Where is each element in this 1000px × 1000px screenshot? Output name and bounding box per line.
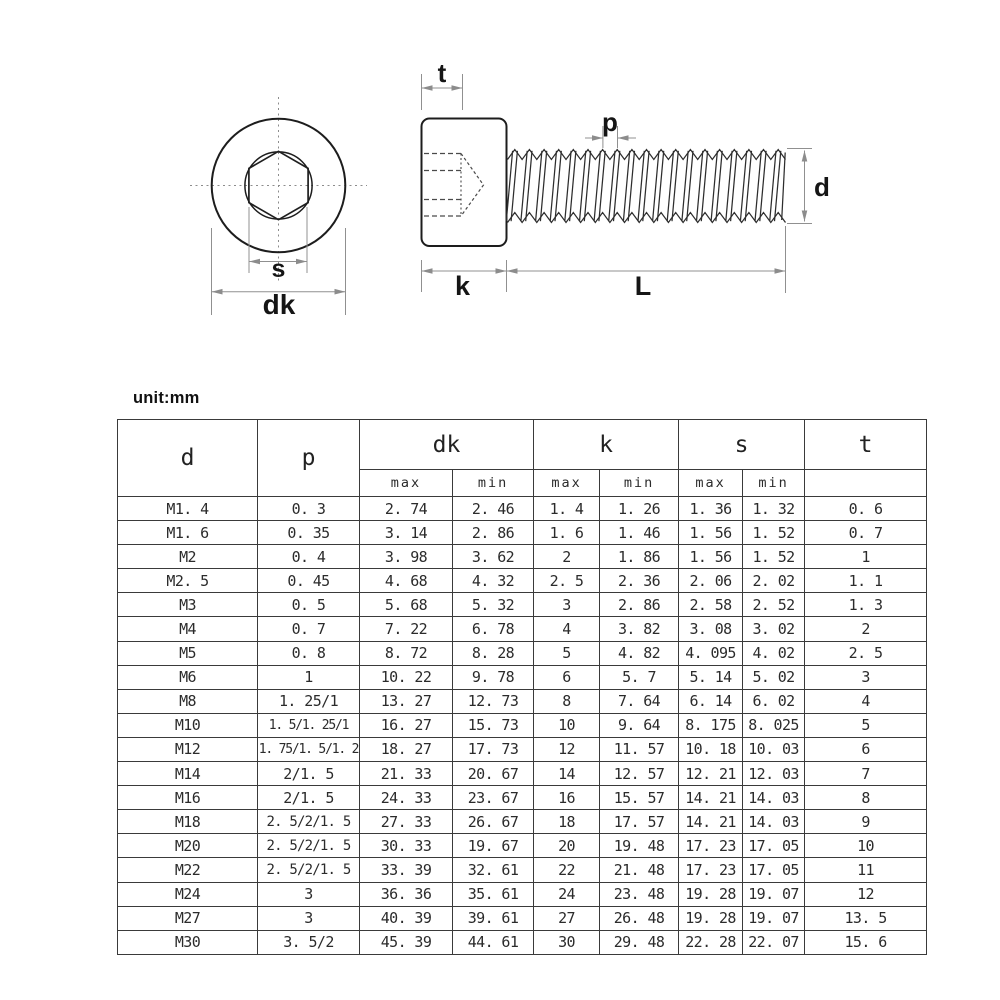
dimension-label-p: p xyxy=(602,107,618,137)
value-cell: 23. 48 xyxy=(600,882,679,906)
value-cell: 30 xyxy=(534,930,600,954)
value-cell: 12 xyxy=(805,882,927,906)
value-cell: 20. 67 xyxy=(453,762,534,786)
value-cell: 8. 72 xyxy=(360,641,453,665)
value-cell: 2. 5/2/1. 5 xyxy=(258,858,360,882)
value-cell: 1. 46 xyxy=(600,521,679,545)
size-cell: M2 xyxy=(118,545,258,569)
d-dimension xyxy=(787,149,812,224)
value-cell: 17. 23 xyxy=(679,834,743,858)
value-cell: 16. 27 xyxy=(360,713,453,737)
value-cell: 13. 5 xyxy=(805,906,927,930)
size-cell: M8 xyxy=(118,689,258,713)
value-cell: 2 xyxy=(534,545,600,569)
value-cell: 14. 21 xyxy=(679,810,743,834)
value-cell: 33. 39 xyxy=(360,858,453,882)
value-cell: 0. 35 xyxy=(258,521,360,545)
size-cell: M20 xyxy=(118,834,258,858)
value-cell: 1. 52 xyxy=(743,545,805,569)
value-cell: 20 xyxy=(534,834,600,858)
table-row xyxy=(118,545,927,569)
value-cell: 1. 36 xyxy=(679,497,743,521)
value-cell: 19. 67 xyxy=(453,834,534,858)
value-cell: 32. 61 xyxy=(453,858,534,882)
header-group-row xyxy=(118,420,927,470)
value-cell: 2 xyxy=(805,617,927,641)
subheader-t-empty xyxy=(805,470,927,497)
value-cell: 19. 07 xyxy=(743,882,805,906)
value-cell: 3. 82 xyxy=(600,617,679,641)
value-cell: 1. 56 xyxy=(679,545,743,569)
value-cell: 19. 48 xyxy=(600,834,679,858)
table-row xyxy=(118,665,927,689)
table-row xyxy=(118,882,927,906)
value-cell: 45. 39 xyxy=(360,930,453,954)
size-cell: M6 xyxy=(118,665,258,689)
value-cell: 9. 64 xyxy=(600,713,679,737)
value-cell: 22. 07 xyxy=(743,930,805,954)
value-cell: 10 xyxy=(534,713,600,737)
table-row xyxy=(118,786,927,810)
value-cell: 17. 57 xyxy=(600,810,679,834)
value-cell: 5. 68 xyxy=(360,593,453,617)
value-cell: 3 xyxy=(534,593,600,617)
value-cell: 2. 02 xyxy=(743,569,805,593)
value-cell: 15. 6 xyxy=(805,930,927,954)
table-row xyxy=(118,593,927,617)
value-cell: 16 xyxy=(534,786,600,810)
value-cell: 26. 48 xyxy=(600,906,679,930)
size-cell: M1. 4 xyxy=(118,497,258,521)
dimension-label-t: t xyxy=(437,58,447,88)
value-cell: 12. 21 xyxy=(679,762,743,786)
value-cell: 5. 32 xyxy=(453,593,534,617)
value-cell: 4 xyxy=(805,689,927,713)
col-header-dk: dk xyxy=(360,420,534,470)
value-cell: 1 xyxy=(258,665,360,689)
value-cell: 2. 58 xyxy=(679,593,743,617)
value-cell: 24. 33 xyxy=(360,786,453,810)
value-cell: 0. 5 xyxy=(258,593,360,617)
value-cell: 12. 57 xyxy=(600,762,679,786)
size-cell: M14 xyxy=(118,762,258,786)
table-row xyxy=(118,834,927,858)
value-cell: 2. 5 xyxy=(805,641,927,665)
value-cell: 17. 05 xyxy=(743,858,805,882)
subheader-k-min: min xyxy=(600,470,679,497)
value-cell: 40. 39 xyxy=(360,906,453,930)
col-header-t: t xyxy=(805,420,927,470)
table-row xyxy=(118,689,927,713)
table-row xyxy=(118,521,927,545)
size-cell: M30 xyxy=(118,930,258,954)
front-view xyxy=(190,97,367,320)
size-cell: M18 xyxy=(118,810,258,834)
spec-table-body xyxy=(118,497,927,955)
value-cell: 3 xyxy=(258,906,360,930)
value-cell: 3. 62 xyxy=(453,545,534,569)
value-cell: 10 xyxy=(805,834,927,858)
value-cell: 2. 5/2/1. 5 xyxy=(258,834,360,858)
value-cell: 0. 4 xyxy=(258,545,360,569)
value-cell: 4. 82 xyxy=(600,641,679,665)
value-cell: 19. 07 xyxy=(743,906,805,930)
subheader-dk-min: min xyxy=(453,470,534,497)
size-cell: M16 xyxy=(118,786,258,810)
value-cell: 2. 52 xyxy=(743,593,805,617)
value-cell: 3 xyxy=(805,665,927,689)
size-cell: M5 xyxy=(118,641,258,665)
value-cell: 2. 74 xyxy=(360,497,453,521)
value-cell: 5. 7 xyxy=(600,665,679,689)
value-cell: 12. 03 xyxy=(743,762,805,786)
value-cell: 1. 56 xyxy=(679,521,743,545)
technical-drawing xyxy=(0,0,1000,360)
value-cell: 13. 27 xyxy=(360,689,453,713)
value-cell: 6. 02 xyxy=(743,689,805,713)
value-cell: 14. 03 xyxy=(743,810,805,834)
dimension-label-dk: dk xyxy=(262,289,296,320)
value-cell: 0. 7 xyxy=(805,521,927,545)
value-cell: 11 xyxy=(805,858,927,882)
value-cell: 22. 28 xyxy=(679,930,743,954)
screw-head-outline xyxy=(422,119,507,247)
value-cell: 6. 78 xyxy=(453,617,534,641)
value-cell: 5 xyxy=(534,641,600,665)
value-cell: 18. 27 xyxy=(360,737,453,761)
value-cell: 35. 61 xyxy=(453,882,534,906)
value-cell: 8. 28 xyxy=(453,641,534,665)
value-cell: 21. 33 xyxy=(360,762,453,786)
value-cell: 6 xyxy=(805,737,927,761)
size-cell: M24 xyxy=(118,882,258,906)
value-cell: 1 xyxy=(805,545,927,569)
value-cell: 27 xyxy=(534,906,600,930)
subheader-s-min: min xyxy=(743,470,805,497)
value-cell: 1. 52 xyxy=(743,521,805,545)
value-cell: 3. 5/2 xyxy=(258,930,360,954)
value-cell: 1. 4 xyxy=(534,497,600,521)
value-cell: 2/1. 5 xyxy=(258,762,360,786)
col-header-s: s xyxy=(679,420,805,470)
dimension-label-k: k xyxy=(454,271,471,301)
value-cell: 6. 14 xyxy=(679,689,743,713)
value-cell: 10. 18 xyxy=(679,737,743,761)
value-cell: 2. 86 xyxy=(600,593,679,617)
value-cell: 39. 61 xyxy=(453,906,534,930)
value-cell: 15. 73 xyxy=(453,713,534,737)
value-cell: 7. 22 xyxy=(360,617,453,641)
value-cell: 17. 73 xyxy=(453,737,534,761)
dimension-label-L: L xyxy=(634,271,652,301)
table-row xyxy=(118,737,927,761)
table-row xyxy=(118,713,927,737)
value-cell: 1. 1 xyxy=(805,569,927,593)
value-cell: 12. 73 xyxy=(453,689,534,713)
value-cell: 5 xyxy=(805,713,927,737)
value-cell: 22 xyxy=(534,858,600,882)
value-cell: 1. 86 xyxy=(600,545,679,569)
subheader-s-max: max xyxy=(679,470,743,497)
value-cell: 0. 3 xyxy=(258,497,360,521)
value-cell: 0. 45 xyxy=(258,569,360,593)
table-row xyxy=(118,762,927,786)
value-cell: 3. 98 xyxy=(360,545,453,569)
subheader-dk-max: max xyxy=(360,470,453,497)
table-row xyxy=(118,810,927,834)
value-cell: 8. 025 xyxy=(743,713,805,737)
value-cell: 9 xyxy=(805,810,927,834)
size-cell: M27 xyxy=(118,906,258,930)
col-header-d: d xyxy=(118,420,258,497)
spec-table xyxy=(117,419,927,955)
col-header-p: p xyxy=(258,420,360,497)
value-cell: 2. 46 xyxy=(453,497,534,521)
centerlines xyxy=(190,97,367,281)
dimension-label-s: s xyxy=(271,255,286,283)
value-cell: 14. 03 xyxy=(743,786,805,810)
table-row xyxy=(118,617,927,641)
value-cell: 8 xyxy=(534,689,600,713)
size-cell: M2. 5 xyxy=(118,569,258,593)
value-cell: 2. 06 xyxy=(679,569,743,593)
value-cell: 15. 57 xyxy=(600,786,679,810)
size-cell: M3 xyxy=(118,593,258,617)
value-cell: 26. 67 xyxy=(453,810,534,834)
side-view xyxy=(422,58,830,301)
value-cell: 24 xyxy=(534,882,600,906)
value-cell: 1. 32 xyxy=(743,497,805,521)
value-cell: 3. 14 xyxy=(360,521,453,545)
value-cell: 10. 22 xyxy=(360,665,453,689)
table-row xyxy=(118,641,927,665)
value-cell: 30. 33 xyxy=(360,834,453,858)
value-cell: 9. 78 xyxy=(453,665,534,689)
value-cell: 7 xyxy=(805,762,927,786)
value-cell: 4. 68 xyxy=(360,569,453,593)
value-cell: 1. 3 xyxy=(805,593,927,617)
value-cell: 36. 36 xyxy=(360,882,453,906)
value-cell: 4 xyxy=(534,617,600,641)
value-cell: 14. 21 xyxy=(679,786,743,810)
subheader-k-max: max xyxy=(534,470,600,497)
value-cell: 1. 26 xyxy=(600,497,679,521)
value-cell: 8 xyxy=(805,786,927,810)
value-cell: 5. 14 xyxy=(679,665,743,689)
value-cell: 2. 86 xyxy=(453,521,534,545)
value-cell: 3. 08 xyxy=(679,617,743,641)
size-cell: M12 xyxy=(118,737,258,761)
value-cell: 44. 61 xyxy=(453,930,534,954)
value-cell: 1. 5/1. 25/1 xyxy=(258,713,360,737)
value-cell: 5. 02 xyxy=(743,665,805,689)
value-cell: 8. 175 xyxy=(679,713,743,737)
value-cell: 3. 02 xyxy=(743,617,805,641)
value-cell: 7. 64 xyxy=(600,689,679,713)
value-cell: 19. 28 xyxy=(679,906,743,930)
value-cell: 1. 75/1. 5/1. 2 xyxy=(258,737,360,761)
size-cell: M4 xyxy=(118,617,258,641)
size-cell: M22 xyxy=(118,858,258,882)
value-cell: 4. 02 xyxy=(743,641,805,665)
value-cell: 27. 33 xyxy=(360,810,453,834)
value-cell: 17. 23 xyxy=(679,858,743,882)
table-row xyxy=(118,569,927,593)
value-cell: 2/1. 5 xyxy=(258,786,360,810)
value-cell: 11. 57 xyxy=(600,737,679,761)
value-cell: 29. 48 xyxy=(600,930,679,954)
table-row xyxy=(118,930,927,954)
value-cell: 1. 6 xyxy=(534,521,600,545)
value-cell: 2. 36 xyxy=(600,569,679,593)
unit-label: unit:mm xyxy=(133,389,200,407)
thread-profile xyxy=(506,150,785,223)
value-cell: 1. 25/1 xyxy=(258,689,360,713)
value-cell: 19. 28 xyxy=(679,882,743,906)
value-cell: 18 xyxy=(534,810,600,834)
value-cell: 2. 5/2/1. 5 xyxy=(258,810,360,834)
value-cell: 0. 7 xyxy=(258,617,360,641)
value-cell: 6 xyxy=(534,665,600,689)
value-cell: 0. 8 xyxy=(258,641,360,665)
value-cell: 0. 6 xyxy=(805,497,927,521)
value-cell: 4. 32 xyxy=(453,569,534,593)
table-row xyxy=(118,497,927,521)
table-row xyxy=(118,858,927,882)
value-cell: 3 xyxy=(258,882,360,906)
value-cell: 17. 05 xyxy=(743,834,805,858)
value-cell: 12 xyxy=(534,737,600,761)
col-header-k: k xyxy=(534,420,679,470)
value-cell: 14 xyxy=(534,762,600,786)
value-cell: 4. 095 xyxy=(679,641,743,665)
table-row xyxy=(118,906,927,930)
size-cell: M1. 6 xyxy=(118,521,258,545)
value-cell: 21. 48 xyxy=(600,858,679,882)
value-cell: 2. 5 xyxy=(534,569,600,593)
size-cell: M10 xyxy=(118,713,258,737)
dimension-label-d: d xyxy=(814,172,830,202)
value-cell: 23. 67 xyxy=(453,786,534,810)
value-cell: 10. 03 xyxy=(743,737,805,761)
